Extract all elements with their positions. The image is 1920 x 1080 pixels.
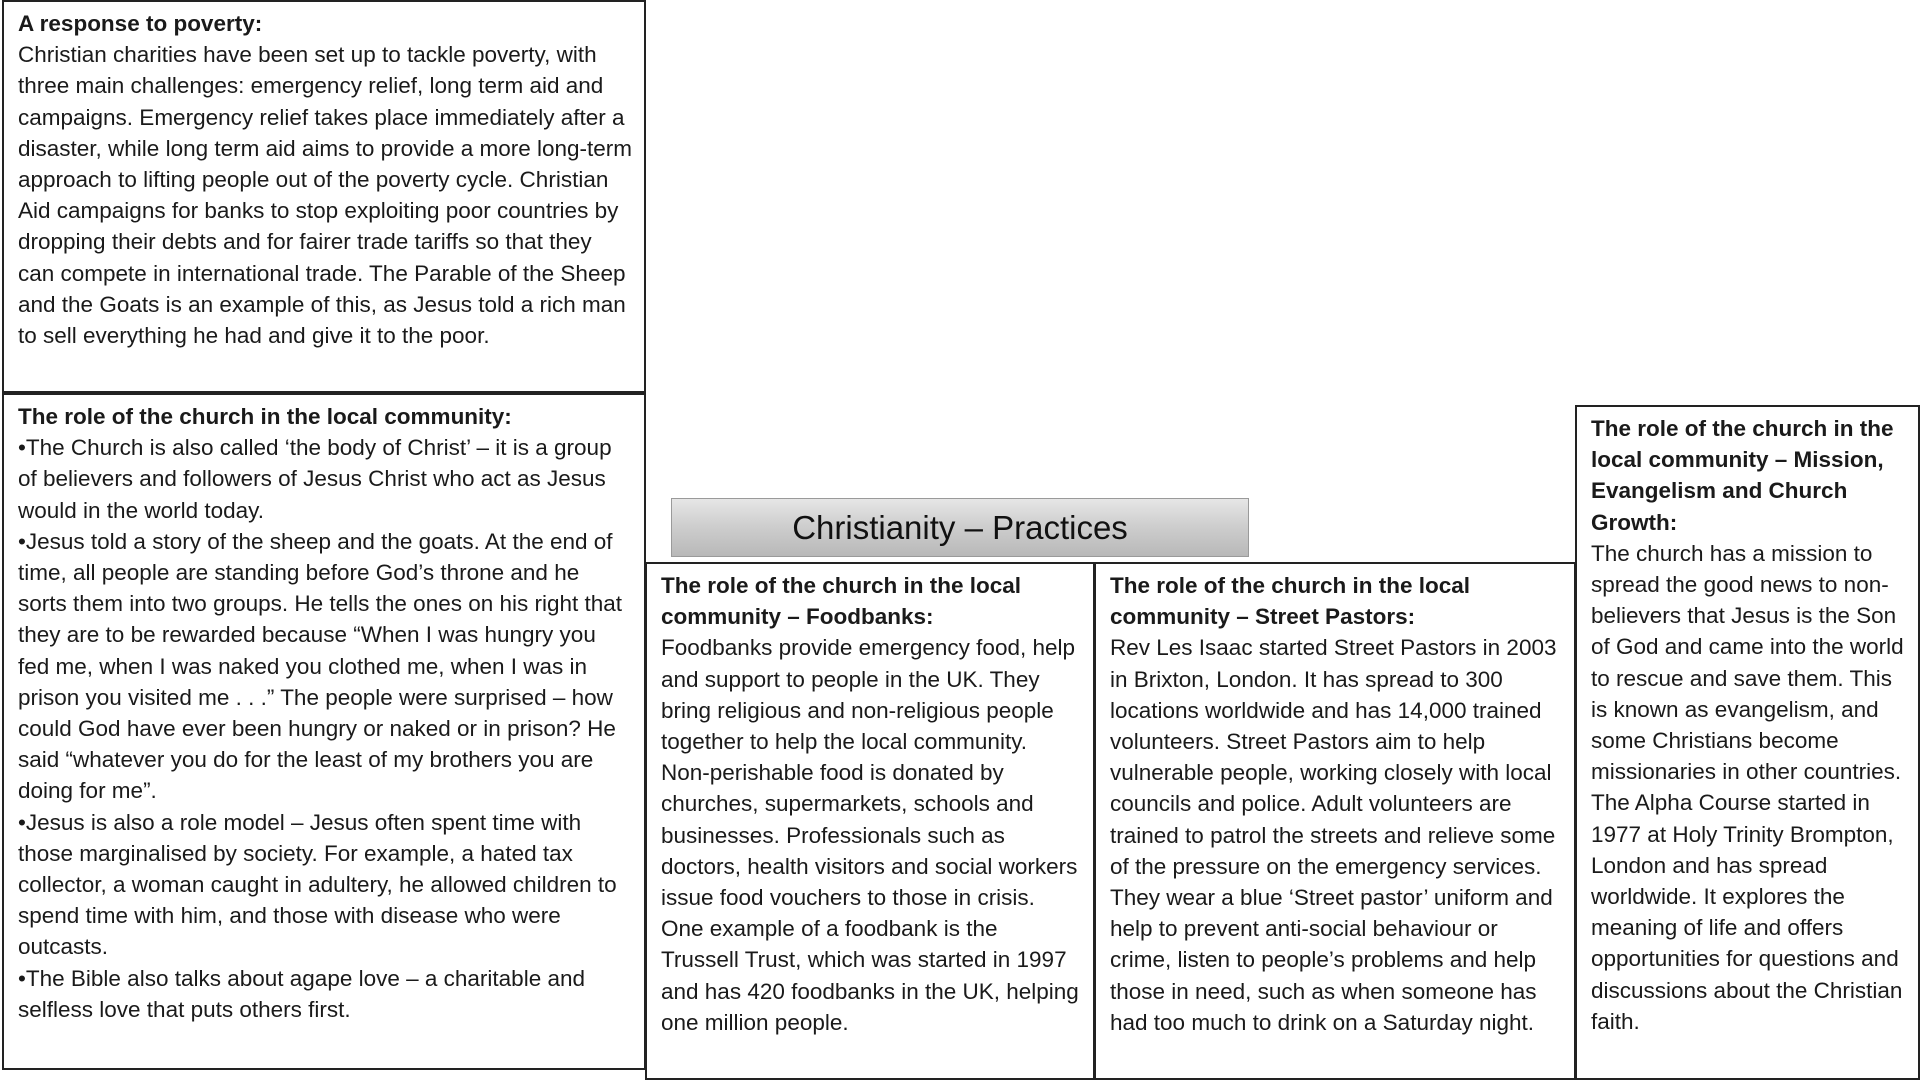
church-role-bullet: •Jesus is also a role model – Jesus often spent time with those marginalised by society. For example, a hated tax collector, a woman caught in adultery, he allowed children to spend time with him, and those with disease who were outcasts. xyxy=(18,809,617,960)
mission-body: The church has a mission to spread the good news to non-believers that Jesus is the Son of God and came into the world to rescue and save them. This is known as evangelism, and some Christians become missionaries in other countries. The Alpha Course started in 1977 at Holy Trinity Brompton, London and has spread worldwide. It explores the meaning of life and offers opportunities for questions and discussions about the Christian faith. xyxy=(1591,540,1904,1034)
poverty-section xyxy=(2,0,646,393)
street-pastors-body: Rev Les Isaac started Street Pastors in 2003 in Brixton, London. It has spread to 300 locations worldwide and has 14,000 trained volunteers. Street Pastors aim to help vulnerable people, working closely with local councils and police. Adult volunteers are trained to patrol the streets and relieve some of the pressure on the emergency services. They wear a blue ‘Street pastor’ uniform and help to prevent anti-social behaviour or crime, listen to people’s problems and help those in need, such as when someone has had too much to drink on a Saturday night. xyxy=(1110,635,1557,1035)
mission-section xyxy=(1575,405,1920,1080)
church-role-bullet: •Jesus told a story of the sheep and the goats. At the end of time, all people are standing before God’s throne and he sorts them into two groups. He tells the ones on his right that they are to be rewarded because “When I was hungry you fed me, when I was naked you clothed me, when I was in prison you visited me . . .” The people were surprised – how could God have ever been hungry or naked or in prison? He said “whatever you do for the least of my brothers you are doing for me”. xyxy=(18,528,623,804)
poverty-body: Christian charities have been set up to tackle poverty, with three main challenges: emergency relief, long term aid and campaigns. Emergency relief takes place immediately after a disaster, while long term aid aims to provide a more long-term approach to lifting people out of the poverty cycle. Christian Aid campaigns for banks to stop exploiting poor countries by dropping their debts and for fairer trade tariffs so that they can compete in international trade. The Parable of the Sheep and the Goats is an example of this, as Jesus told a rich man to sell everything he had and give it to the poor. xyxy=(18,42,633,349)
mission-heading: The role of the church in the local community – Mission, Evangelism and Church Growth: xyxy=(1591,416,1894,535)
church-role-heading: The role of the church in the local community: xyxy=(18,404,512,429)
page-title: Christianity – Practices xyxy=(671,498,1249,557)
foodbanks-section xyxy=(645,562,1095,1080)
church-role-bullet: •The Church is also called ‘the body of Christ’ – it is a group of believers and followers of Jesus Christ who act as Jesus would in the world today. xyxy=(18,435,612,523)
street-pastors-heading: The role of the church in the local community – Street Pastors: xyxy=(1110,573,1471,630)
foodbanks-body: Foodbanks provide emergency food, help and support to people in the UK. They bring religious and non-religious people together to help the local community. Non-perishable food is donated by churches, supermarkets, schools and businesses. Professionals such as doctors, health visitors and social workers issue food vouchers to those in crisis. One example of a foodbank is the Trussell Trust, which was started in 1997 and has 420 foodbanks in the UK, helping one million people. xyxy=(661,635,1079,1035)
church-role-section xyxy=(2,393,646,1070)
street-pastors-section xyxy=(1094,562,1576,1080)
poverty-heading: A response to poverty: xyxy=(18,11,263,36)
foodbanks-heading: The role of the church in the local community – Foodbanks: xyxy=(661,573,1022,630)
church-role-bullet: •The Bible also talks about agape love – a charitable and selfless love that puts others first. xyxy=(18,965,586,1022)
